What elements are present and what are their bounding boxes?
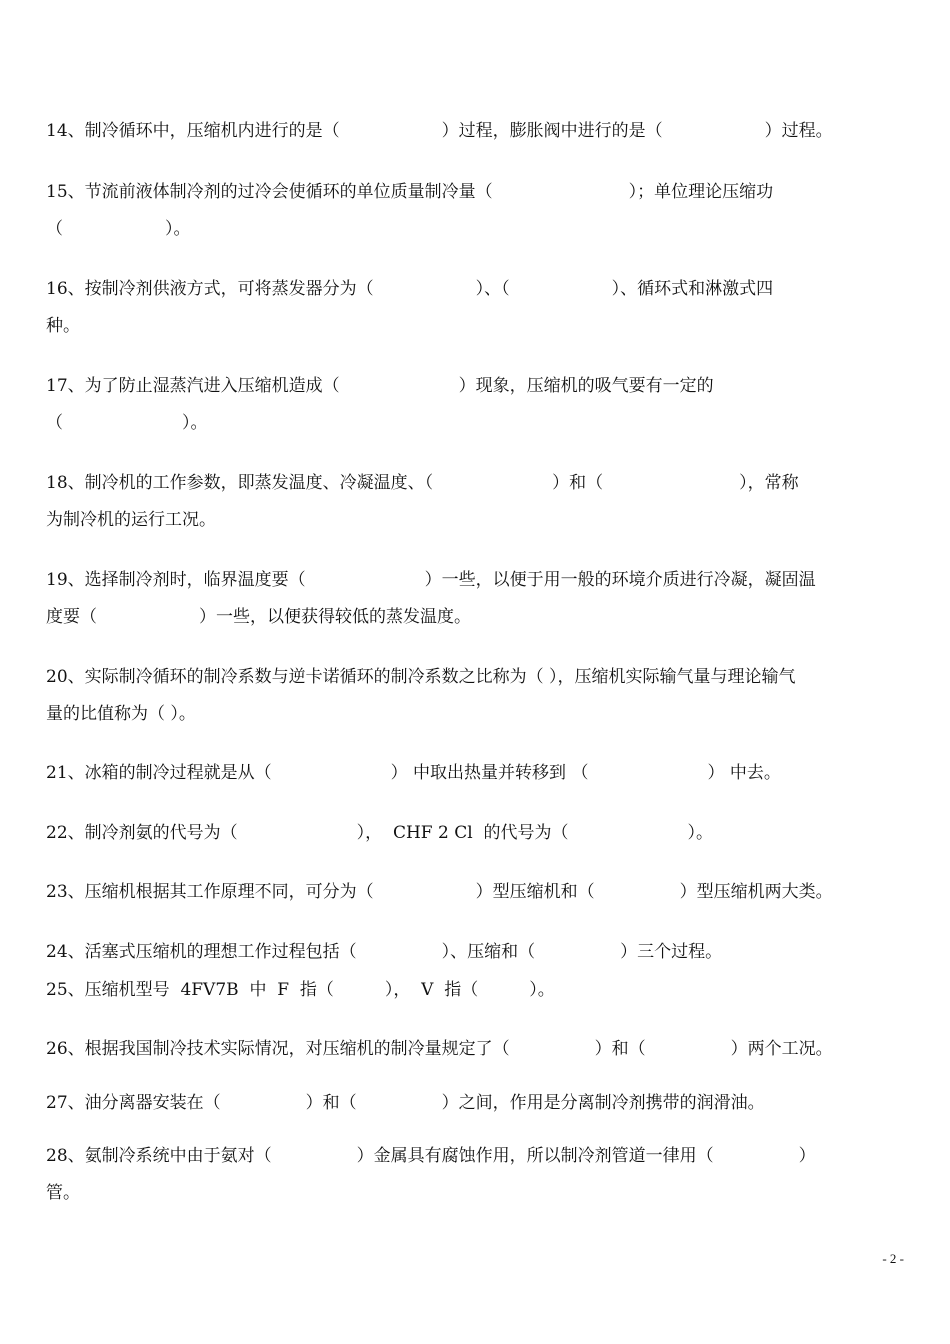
q23-line-1: 23、压缩机根据其工作原理不同，可分为（ ）型压缩机和（ ）型压缩机两大类。 bbox=[46, 882, 833, 902]
q24-line-1: 24、活塞式压缩机的理想工作过程包括（ ）、压缩和（ ）三个过程。 bbox=[46, 942, 723, 962]
q15-line-1: 15、节流前液体制冷剂的过冷会使循环的单位质量制冷量（ ）；单位理论压缩功 bbox=[46, 182, 774, 202]
page-number: - 2 - bbox=[882, 1251, 904, 1266]
q19-line-2: 度要（ ）一些，以便获得较低的蒸发温度。 bbox=[46, 607, 471, 627]
q16-line-2: 种。 bbox=[46, 316, 80, 336]
q27-line-1: 27、油分离器安装在（ ）和（ ）之间，作用是分离制冷剂携带的润滑油。 bbox=[46, 1093, 765, 1113]
q15-line-2: （ ）。 bbox=[46, 219, 191, 239]
q18-line-2: 为制冷机的运行工况。 bbox=[46, 510, 216, 530]
q17-line-2: （ ）。 bbox=[46, 413, 208, 433]
q16-line-1: 16、按制冷剂供液方式，可将蒸发器分为（ ）、（ ）、循环式和淋激式四 bbox=[46, 279, 774, 299]
q25-line-1: 25、压缩机型号 4FV7B 中 F 指（ ）， V 指（ ）。 bbox=[46, 980, 555, 1000]
q17-line-1: 17、为了防止湿蒸汽进入压缩机造成（ ）现象，压缩机的吸气要有一定的 bbox=[46, 376, 714, 396]
q28-line-2: 管。 bbox=[46, 1183, 80, 1203]
q19-line-1: 19、选择制冷剂时，临界温度要（ ）一些，以便于用一般的环境介质进行冷凝，凝固温 bbox=[46, 570, 816, 590]
q22-line-1: 22、制冷剂氨的代号为（ ）， CHF 2 Cl 的代号为（ ）。 bbox=[46, 823, 713, 843]
q20-line-2: 量的比值称为（ ）。 bbox=[46, 704, 196, 724]
q21-line-1: 21、冰箱的制冷过程就是从（ ） 中取出热量并转移到 （ ） 中去。 bbox=[46, 763, 781, 783]
q28-line-1: 28、氨制冷系统中由于氨对（ ）金属具有腐蚀作用，所以制冷剂管道一律用（ ） bbox=[46, 1146, 816, 1166]
q26-line-1: 26、根据我国制冷技术实际情况，对压缩机的制冷量规定了（ ）和（ ）两个工况。 bbox=[46, 1039, 833, 1059]
q14-line-1: 14、制冷循环中，压缩机内进行的是（ ）过程，膨胀阀中进行的是（ ）过程。 bbox=[46, 121, 833, 141]
q18-line-1: 18、制冷机的工作参数，即蒸发温度、冷凝温度、（ ）和（ ），常称 bbox=[46, 473, 799, 493]
q20-line-1: 20、实际制冷循环的制冷系数与逆卡诺循环的制冷系数之比称为（ ），压缩机实际输气量与理论输气 bbox=[46, 667, 796, 687]
